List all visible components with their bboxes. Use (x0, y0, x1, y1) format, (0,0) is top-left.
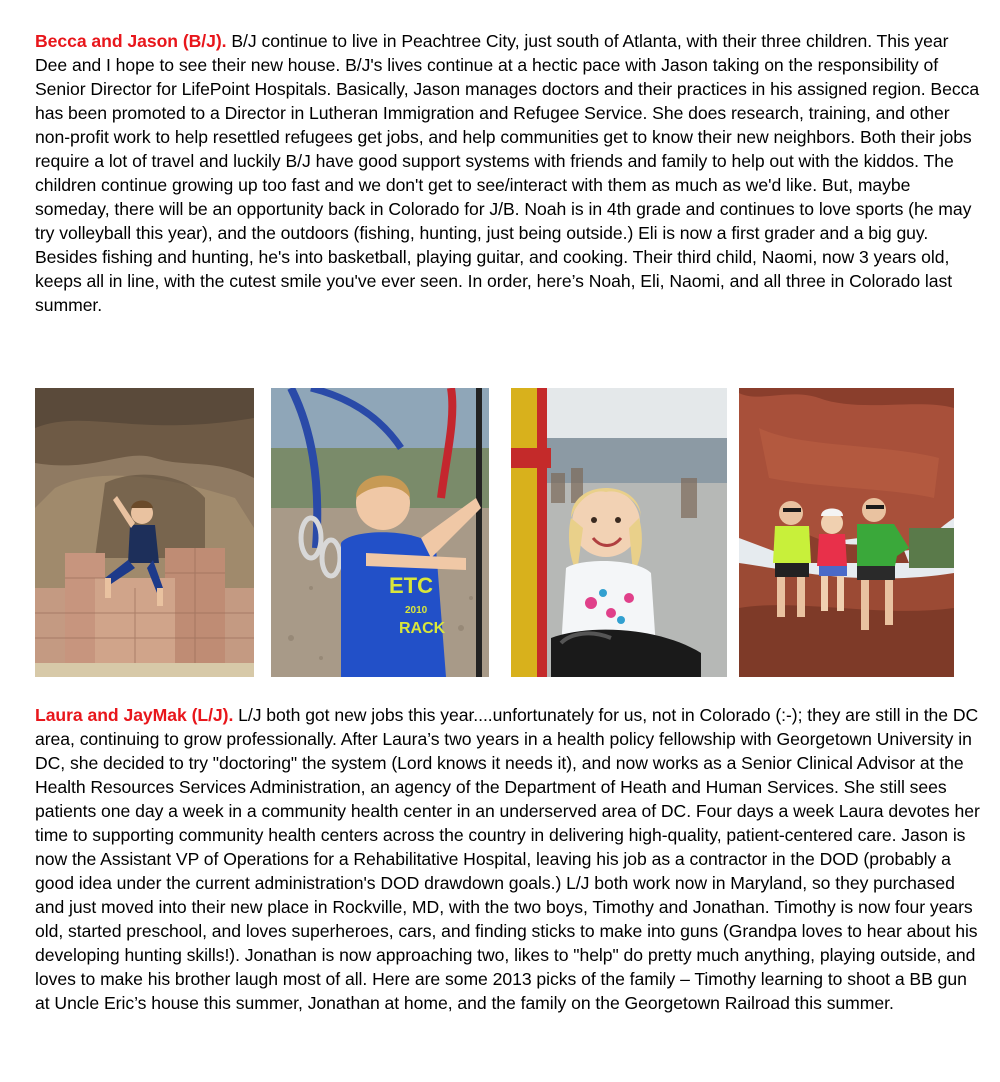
becca-jason-body: B/J continue to live in Peachtree City, just south of Atlanta, with their three children. This year Dee and I hope to see their new house. B/J's lives continue at a hectic pace with Jason taking on the responsibility of Senior Director for LifePoint Hospitals. Basically, Jason manages doctors and their practices in his assigned region. Becca has been promoted to a Director in Lutheran Immigration and Refugee Service. She does research, training, and other non-profit work to help resettled refugees get jobs, and help communities get to know their new neighbors. Both their jobs require a lot of travel and luckily B/J have good support systems with friends and family to help out with the kiddos. The children continue growing up too fast and we don't get to see/interact with them as much as we'd like. But, maybe someday, there will be an opportunity back in Colorado for J/B. Noah is in 4th grade and continues to love sports (he may try volleyball this year), and the outdoors (fishing, hunting, just being outside.) Eli is now a first grader and a big guy. Besides fishing and hunting, he's into basketball, playing guitar, and cooking. Their third child, Naomi, now 3 years old, keeps all in line, with the cutest smile you've ever seen. In order, here’s Noah, Eli, Naomi, and all three in Colorado last summer. (35, 31, 980, 315)
laura-jaymak-body: L/J both got new jobs this year....unfortunately for us, not in Colorado (:-); they are still in the DC area, continuing to grow professionally. After Laura’s two years in a health policy fellowship with Georgetown University in DC, she decided to try "doctoring" the system (Lord knows it needs it), and now works as a Senior Clinical Advisor at the Health Resources Services Administration, an agency of the Department of Heath and Human Services. She still sees patients one day a week in a community health center in an underserved area of DC. Four days a week Laura devotes her time to supporting community health centers across the country in delivering high-quality, patient-centered care. Jason is now the Assistant VP of Operations for a Rehabilitative Hospital, leaving his job as a contractor in the DOD (probably a good idea under the current administration's DOD drawdown goals.) L/J both work now in Maryland, so they purchased and just moved into their new place in Rockville, MD, with the two boys, Timothy and Jonathan. Timothy is now four years old, started preschool, and loves superheroes, cars, and finding sticks to make into guns (Grandpa loves to hear about his developing hunting skills!). Jonathan is now approaching two, likes to "help" do pretty much anything, playing outside, and loves to make his brother laugh most of all. Here are some 2013 picks of the family – Timothy learning to shoot a BB gun at Uncle Eric’s house this summer, Jonathan at home, and the family on the Georgetown Railroad this summer. (35, 705, 980, 1013)
laura-jaymak-heading: Laura and JayMak (L/J). (35, 705, 234, 725)
becca-jason-heading: Becca and Jason (B/J). (35, 31, 227, 51)
eli-shirt-year: 2010 (405, 605, 428, 616)
photo-naomi (511, 388, 727, 677)
photo-eli (271, 388, 489, 677)
becca-jason-paragraph (35, 29, 980, 317)
eli-shirt-bottom: RACK (399, 620, 446, 637)
eli-shirt-text: ETC (389, 573, 433, 598)
photo-noah (35, 388, 254, 677)
laura-jaymak-paragraph (35, 703, 980, 1015)
photo-all-three (739, 388, 954, 677)
